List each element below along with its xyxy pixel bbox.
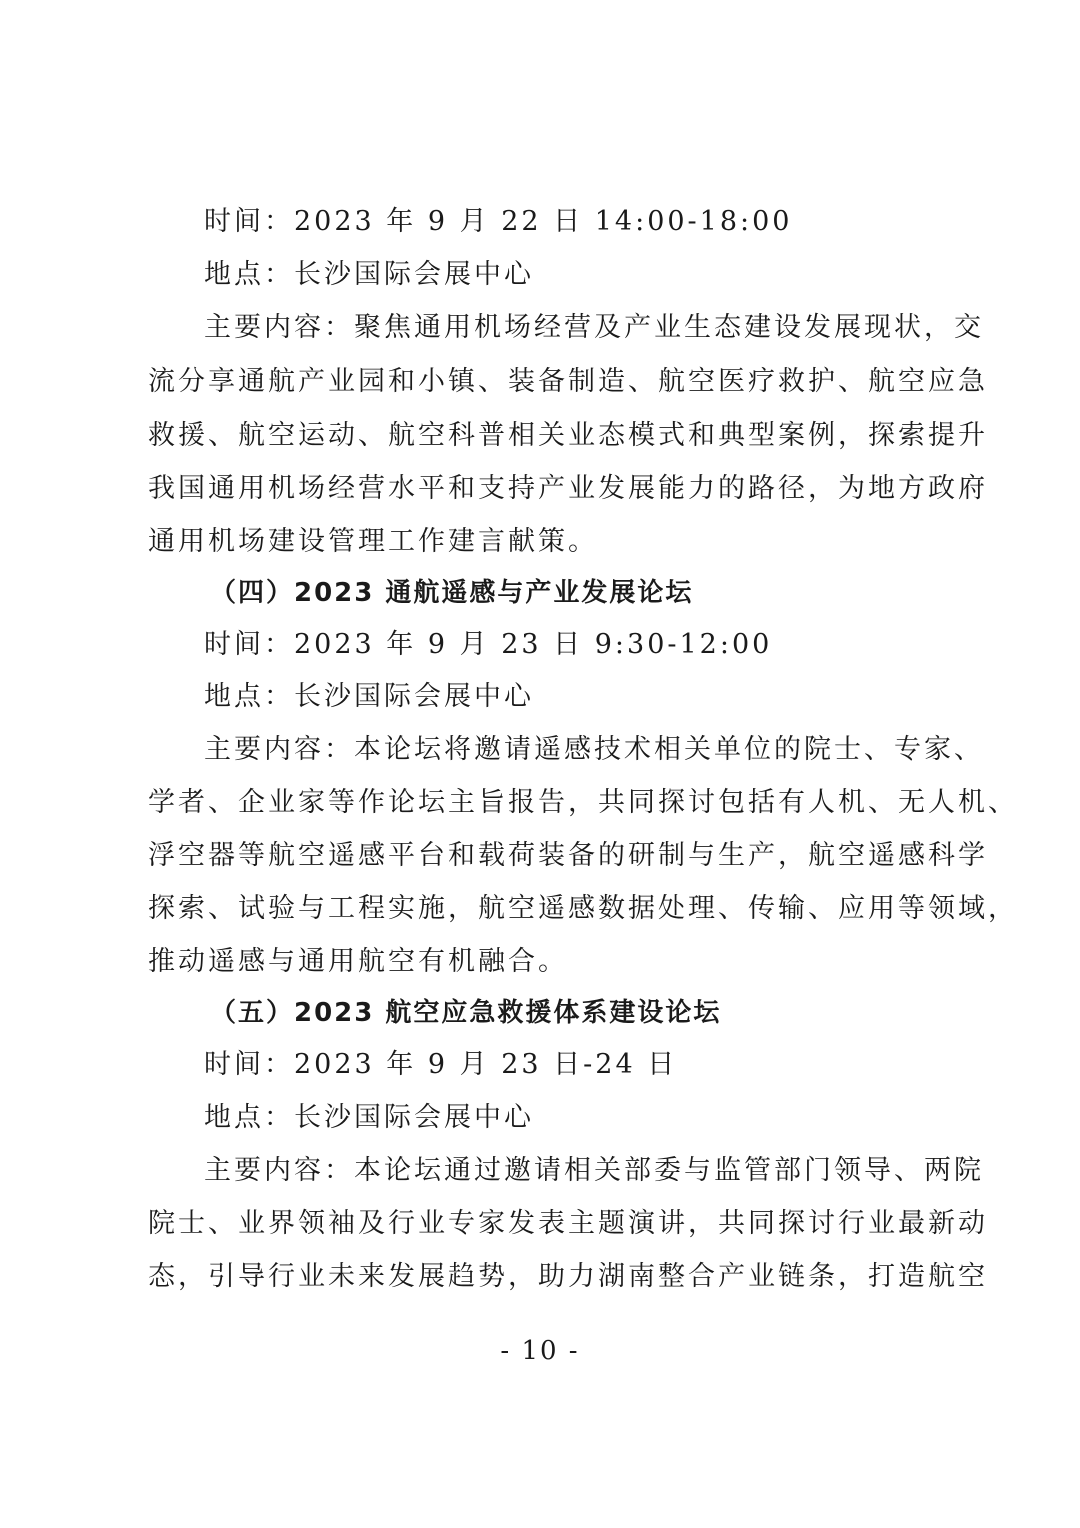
- section5-content-line: 院士、业界领袖及行业专家发表主题演讲，共同探讨行业最新动: [148, 1208, 988, 1239]
- section5-time: 时间：2023 年 9 月 23 日-24 日: [204, 1049, 678, 1080]
- section4-content-line: 探索、试验与工程实施，航空遥感数据处理、传输、应用等领域，: [148, 893, 1018, 924]
- section4-content-line: 推动遥感与通用航空有机融合。: [148, 946, 568, 977]
- page-number: - 10 -: [500, 1336, 580, 1366]
- section3-content-line: 通用机场建设管理工作建言献策。: [148, 526, 598, 557]
- section3-content-line: 流分享通航产业园和小镇、装备制造、航空医疗救护、航空应急: [148, 366, 988, 397]
- section4-place: 地点：长沙国际会展中心: [204, 681, 534, 712]
- section4-heading: （四）2023 通航遥感与产业发展论坛: [210, 578, 694, 608]
- section5-heading: （五）2023 航空应急救援体系建设论坛: [210, 998, 722, 1028]
- section5-content-line: 主要内容：本论坛通过邀请相关部委与监管部门领导、两院: [204, 1155, 984, 1186]
- section4-content-line: 主要内容：本论坛将邀请遥感技术相关单位的院士、专家、: [204, 734, 984, 765]
- section4-content-line: 学者、企业家等作论坛主旨报告，共同探讨包括有人机、无人机、: [148, 787, 1018, 818]
- section4-content-line: 浮空器等航空遥感平台和载荷装备的研制与生产，航空遥感科学: [148, 840, 988, 871]
- section5-place: 地点：长沙国际会展中心: [204, 1102, 534, 1133]
- section3-place: 地点：长沙国际会展中心: [204, 259, 534, 290]
- section3-content-line: 救援、航空运动、航空科普相关业态模式和典型案例，探索提升: [148, 420, 988, 451]
- section4-time: 时间：2023 年 9 月 23 日 9:30-12:00: [204, 629, 773, 660]
- section3-content-line: 主要内容：聚焦通用机场经营及产业生态建设发展现状，交: [204, 312, 984, 343]
- section3-content-line: 我国通用机场经营水平和支持产业发展能力的路径，为地方政府: [148, 473, 988, 504]
- section5-content-line: 态，引导行业未来发展趋势，助力湖南整合产业链条，打造航空: [148, 1261, 988, 1292]
- section3-time: 时间：2023 年 9 月 22 日 14:00-18:00: [204, 206, 793, 237]
